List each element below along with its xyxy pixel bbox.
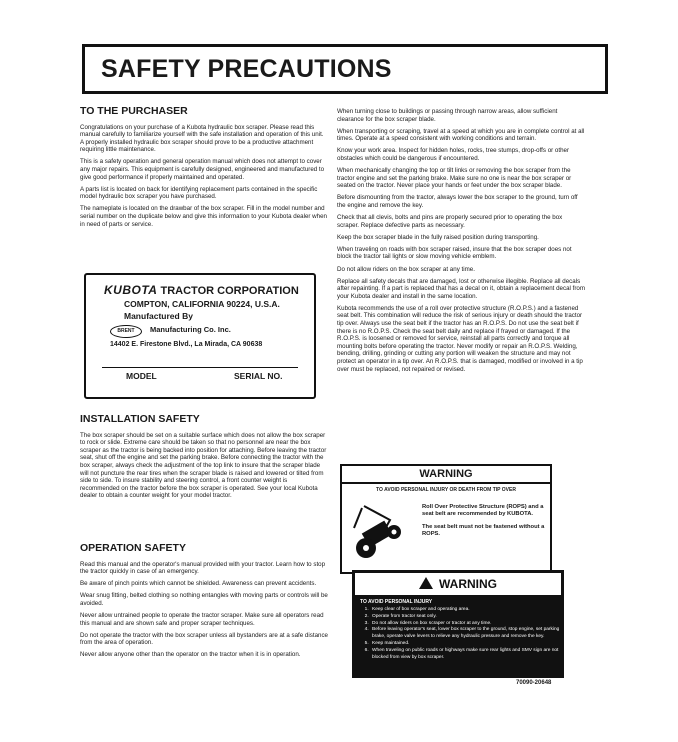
safety-paragraph: Check that all clevis, bolts and pins are properly secured prior to operating the box scraper. Replace defective parts as necessary. <box>337 214 563 229</box>
safety-paragraph: Keep the box scraper blade in the fully raised position during transporting. <box>337 233 539 241</box>
purchaser-paragraph: The nameplate is located on the drawbar of the box scraper. Fill in the model number and serial number on the duplicate below and give this information to your Kubota dealer when in need of parts or service. <box>80 205 327 228</box>
nameplate-divider <box>102 367 298 368</box>
operation-paragraph: Be aware of pinch points which cannot be shielded. Awareness can prevent accidents. <box>80 580 317 588</box>
operation-section <box>80 542 328 664</box>
nameplate-manufactured-by: Manufactured By <box>124 311 193 321</box>
purchaser-paragraph: This is a safety operation and general operation manual which does not attempt to cover any major repairs. This equipment is carefully designed, engineered and manufactured to give good performance if properly maintained and operated. <box>80 158 325 181</box>
list-item: 5. Keep maintained. <box>370 641 564 648</box>
list-item: 1. Keep clear of box scraper and operating area. <box>370 607 564 614</box>
purchaser-section <box>80 105 328 233</box>
safety-paragraph: Before dismounting from the tractor, always lower the box scraper to the ground, turn off the engine and remove the key. <box>337 194 578 209</box>
safety-paragraph: When mechanically changing the top or tilt links or removing the box scraper from the tractor engine and set the parking brake. Make sure no one is near the box scraper or seated on the tractor. Never place your hands or feet under the box scraper blade. <box>337 167 572 190</box>
safety-paragraph: When transporting or scraping, travel at a speed at which you are in complete control at all times. Operate at a speed consistent with working conditions and terrain. <box>337 127 585 143</box>
operation-paragraph: Read this manual and the operator's manual provided with your tractor. Learn how to stop the tractor quickly in case of an emergency. <box>80 560 326 576</box>
rops-warning-text <box>422 504 546 544</box>
rops-warning-heading: WARNING <box>342 466 550 484</box>
safety-paragraph: Replace all safety decals that are damaged, lost or otherwise illegible. Replace all decals after repainting. If a part is replaced that has a decal on it, obtain a replacement decal from your Kubota dealer and install in the same location. <box>337 277 585 300</box>
safety-paragraph: When traveling on roads with box scraper raised, insure that the box scraper does not block the tractor tail lights or slow moving vehicle emblem. <box>337 245 572 261</box>
list-item: 2. Operate from tractor seat only. <box>370 614 564 621</box>
rops-warning-box <box>340 464 552 574</box>
title-box <box>82 44 608 94</box>
installation-heading: INSTALLATION SAFETY <box>80 413 200 425</box>
installation-paragraph: The box scraper should be set on a suitable surface which does not allow the box scraper to rock or slide. Extreme care should be taken so that no personnel are near the box scraper as the tractor is being backed into position for attaching. Before leaving the tractor seat, shut off the engine and set the parking brake. Before connecting the tractor with the box scraper, always check the adjustment of the top link to insure that the scraper blade will not puncture the rear tires when the scraper blade is raised and lowered or tilted from side to side. To insure stability and steering control, a front counter weight is recommended on the tractor before the box scraper is operated. See your local Kubota dealer to obtain a counter weight for your model tractor. <box>80 431 327 500</box>
injury-warning-subtitle: TO AVOID PERSONAL INJURY <box>360 599 433 605</box>
personal-injury-warning-box <box>352 570 564 678</box>
injury-warning-heading-bar <box>355 573 561 595</box>
installation-section <box>80 413 328 504</box>
list-item: 4. Before leaving operator's seat, lower box scraper to the ground, stop engine, set parking brake, operate valve levers to relieve any hydraulic pressure and remove the key. <box>370 627 564 641</box>
injury-warning-list <box>352 607 564 661</box>
safety-paragraph: Know your work area. Inspect for hidden holes, rocks, tree stumps, drop-offs or other obstacles which could be dangerous if encountered. <box>337 147 570 162</box>
nameplate-street: 14402 E. Firestone Blvd., La Mirada, CA 90638 <box>110 341 263 348</box>
nameplate-manufacturer: Manufacturing Co. Inc. <box>150 325 231 334</box>
operation-paragraph: Do not operate the tractor with the box scraper unless all bystanders are at a safe distance from the area of operation. <box>80 631 328 647</box>
page-title: SAFETY PRECAUTIONS <box>101 55 392 83</box>
list-item: 6. When traveling on public roads or highways make sure rear lights and SMV sign are not blocked from view by box scraper. <box>370 648 564 662</box>
safety-paragraph: Kubota recommends the use of a roll over protective structure (R.O.P.S.) and a fastened seat belt. This combination will reduce the risk of serious injury or death should the tractor tip over. Always use the seat belt if the tractor has an R.O.P.S. Do not use the seat belt if there is no R.O.P.S. Check the seat belt daily and replace if frayed or damaged. If the R.O.P.S. is loosened or removed for service, reinstall all parts correctly and torque all mounting bolts before operating the tractor. Never modify or repair an R.O.P.S. Welding, bending, drilling, grinding or cutting any portion will weaken the structure and may not protect an operator in a tip over. An R.O.P.S. that is damaged, modified or involved in a tip over must be replaced, not repaired or revised. <box>337 304 583 373</box>
purchaser-paragraph: A parts list is located on back for identifying replacement parts contained in the specific model hydraulic box scraper you have purchased. <box>80 185 318 201</box>
purchaser-heading: TO THE PURCHASER <box>80 105 188 117</box>
rops-warning-item: The seat belt must not be fastened without a ROPS. <box>422 524 545 537</box>
tractor-rollover-icon <box>350 498 408 568</box>
manufacturer-logo: BRENT <box>110 325 142 338</box>
rops-warning-item: Roll Over Protective Structure (ROPS) and a seat belt are recommended by KUBOTA. <box>422 504 544 517</box>
figure-number: 70090-20648 <box>516 680 552 686</box>
safety-paragraph: When turning close to buildings or passing through narrow areas, allow sufficient clearance for the box scraper blade. <box>337 108 558 123</box>
list-item: 3. Do not allow riders on box scraper or tractor at any time. <box>370 621 564 628</box>
injury-warning-heading: WARNING <box>439 577 497 591</box>
right-column <box>337 108 585 378</box>
operation-paragraph: Never allow anyone other than the operator on the tractor when it is in operation. <box>80 651 301 659</box>
operation-heading: OPERATION SAFETY <box>80 542 186 554</box>
nameplate-brand <box>104 283 299 297</box>
kubota-logo-text: KUBOTA <box>104 283 158 297</box>
nameplate-model-label: MODEL <box>126 371 157 381</box>
operation-paragraph: Never allow untrained people to operate the tractor scraper. Make sure all operators read this manual and are shown safe and proper scraper techniques. <box>80 612 324 627</box>
safety-paragraph: Do not allow riders on the box scraper at any time. <box>337 265 475 273</box>
nameplate-brand-rest: TRACTOR CORPORATION <box>160 285 299 297</box>
nameplate-serial-label: SERIAL NO. <box>234 371 283 381</box>
warning-triangle-icon <box>419 577 433 589</box>
operation-paragraph: Wear snug fitting, belted clothing so nothing entangles with moving parts or controls will be avoided. <box>80 592 328 607</box>
rops-warning-subtitle: TO AVOID PERSONAL INJURY OR DEATH FROM TIP OVER <box>376 487 516 493</box>
nameplate-address: COMPTON, CALIFORNIA 90224, U.S.A. <box>124 299 280 309</box>
purchaser-paragraph: Congratulations on your purchase of a Kubota hydraulic box scraper. Please read this manual carefully to familiarize yourself with the safe installation and operation of this unit. A properly installed hydraulic box scraper should prove to be a productive attachment requiring little maintenance. <box>80 123 324 154</box>
nameplate <box>84 273 316 399</box>
